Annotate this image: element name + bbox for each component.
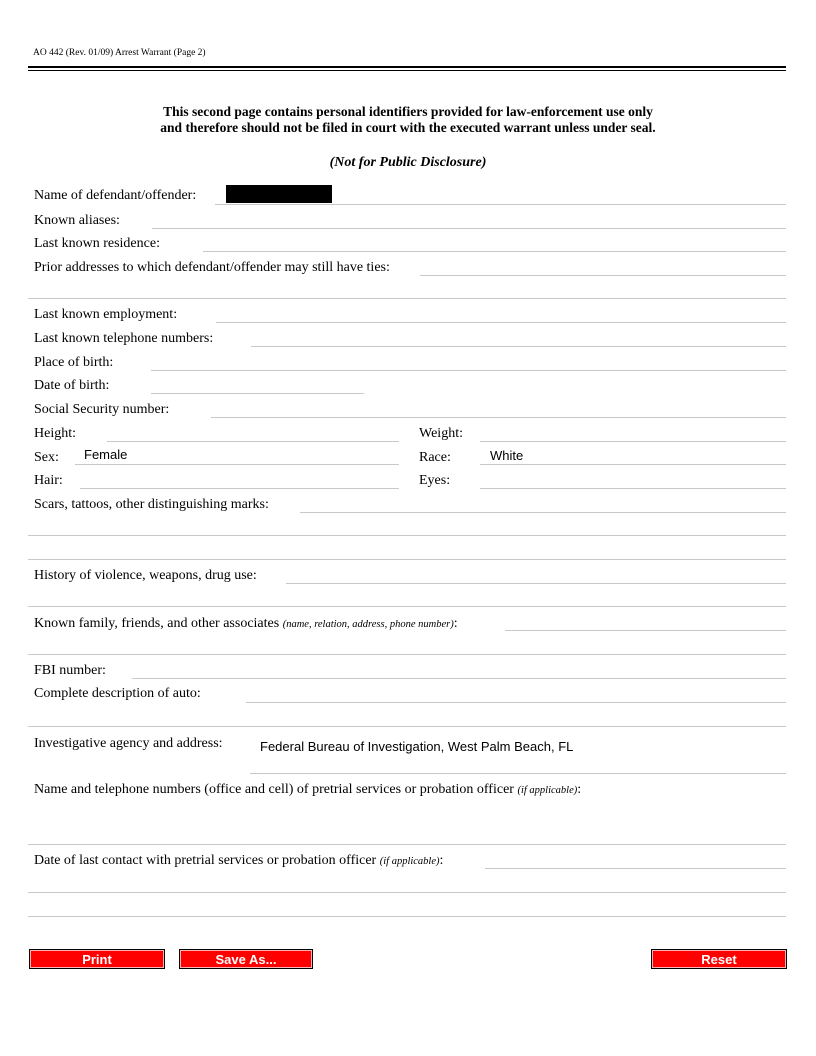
sex-field[interactable] <box>75 464 399 465</box>
last-contact-hint: (if applicable) <box>379 856 440 867</box>
ssn-label: Social Security number: <box>34 402 170 417</box>
fbi-label: FBI number: <box>34 663 106 678</box>
weight-label: Weight: <box>419 426 463 441</box>
ssn-field[interactable] <box>211 417 786 418</box>
violence-field[interactable] <box>286 583 786 584</box>
last-contact-field-line-3[interactable] <box>28 916 786 917</box>
associates-label-text: Known family, friends, and other associates <box>34 616 280 631</box>
auto-field[interactable] <box>246 702 786 703</box>
employment-label: Last known employment: <box>34 307 178 322</box>
prior-addresses-field[interactable] <box>420 275 786 276</box>
violence-field-line-2[interactable] <box>28 606 786 607</box>
dob-label: Date of birth: <box>34 378 110 393</box>
associates-label <box>34 616 458 632</box>
aliases-label: Known aliases: <box>34 213 120 228</box>
race-field[interactable] <box>480 464 786 465</box>
last-contact-field[interactable] <box>485 868 786 869</box>
race-label: Race: <box>419 450 451 465</box>
pretrial-officer-label <box>34 782 581 798</box>
race-value[interactable]: White <box>490 448 524 463</box>
birthplace-field[interactable] <box>151 370 786 371</box>
name-label: Name of defendant/offender: <box>34 188 197 203</box>
reset-button[interactable]: Reset <box>651 949 787 969</box>
telephone-field[interactable] <box>251 346 786 347</box>
associates-field-line-2[interactable] <box>28 654 786 655</box>
last-contact-colon: : <box>439 853 444 868</box>
telephone-label: Last known telephone numbers: <box>34 331 214 346</box>
header-rule-thin <box>28 70 786 71</box>
fbi-field[interactable] <box>132 678 786 679</box>
sex-label: Sex: <box>34 450 59 465</box>
pretrial-officer-hint: (if applicable) <box>517 785 578 796</box>
height-field[interactable] <box>107 441 399 442</box>
agency-field[interactable] <box>250 773 786 774</box>
residence-label: Last known residence: <box>34 236 160 251</box>
violence-label: History of violence, weapons, drug use: <box>34 568 257 583</box>
scars-field-line-2[interactable] <box>28 535 786 536</box>
last-contact-field-line-2[interactable] <box>28 892 786 893</box>
last-contact-label-text: Date of last contact with pretrial services or probation officer <box>34 853 377 868</box>
prior-addresses-label: Prior addresses to which defendant/offender may still have ties: <box>34 260 390 275</box>
agency-label: Investigative agency and address: <box>34 736 223 751</box>
form-identifier: AO 442 (Rev. 01/09) Arrest Warrant (Page 2) <box>33 48 206 58</box>
auto-field-line-2[interactable] <box>28 726 786 727</box>
auto-label: Complete description of auto: <box>34 686 201 701</box>
weight-field[interactable] <box>480 441 786 442</box>
name-field[interactable] <box>215 204 786 205</box>
redaction-box <box>226 185 332 203</box>
associates-colon: : <box>453 616 458 631</box>
hair-field[interactable] <box>80 488 399 489</box>
print-button[interactable]: Print <box>29 949 165 969</box>
aliases-field[interactable] <box>152 228 786 229</box>
pretrial-officer-field[interactable] <box>28 844 786 845</box>
pretrial-officer-colon: : <box>577 782 582 797</box>
scars-field[interactable] <box>300 512 786 513</box>
eyes-label: Eyes: <box>419 473 451 488</box>
birthplace-label: Place of birth: <box>34 355 114 370</box>
scars-label: Scars, tattoos, other distinguishing marks: <box>34 497 269 512</box>
hair-label: Hair: <box>34 473 63 488</box>
notice-line-2: and therefore should not be filed in court with the executed warrant unless under seal. <box>160 120 656 135</box>
employment-field[interactable] <box>216 322 786 323</box>
pretrial-officer-label-text: Name and telephone numbers (office and cell) of pretrial services or probation officer <box>34 782 514 797</box>
eyes-field[interactable] <box>480 488 786 489</box>
prior-addresses-field-line-2[interactable] <box>28 298 786 299</box>
associates-field[interactable] <box>505 630 786 631</box>
save-as-button[interactable]: Save As... <box>179 949 313 969</box>
dob-field[interactable] <box>151 393 364 394</box>
sex-value[interactable]: Female <box>84 447 128 462</box>
height-label: Height: <box>34 426 76 441</box>
header-rule-thick <box>28 66 786 68</box>
disclosure-notice: (Not for Public Disclosure) <box>329 155 487 170</box>
agency-value[interactable]: Federal Bureau of Investigation, West Palm Beach, FL <box>260 739 574 754</box>
last-contact-label <box>34 853 443 869</box>
associates-hint: (name, relation, address, phone number) <box>282 619 454 630</box>
notice-line-1: This second page contains personal identifiers provided for law-enforcement use only <box>163 104 653 119</box>
scars-field-line-3[interactable] <box>28 559 786 560</box>
residence-field[interactable] <box>203 251 786 252</box>
